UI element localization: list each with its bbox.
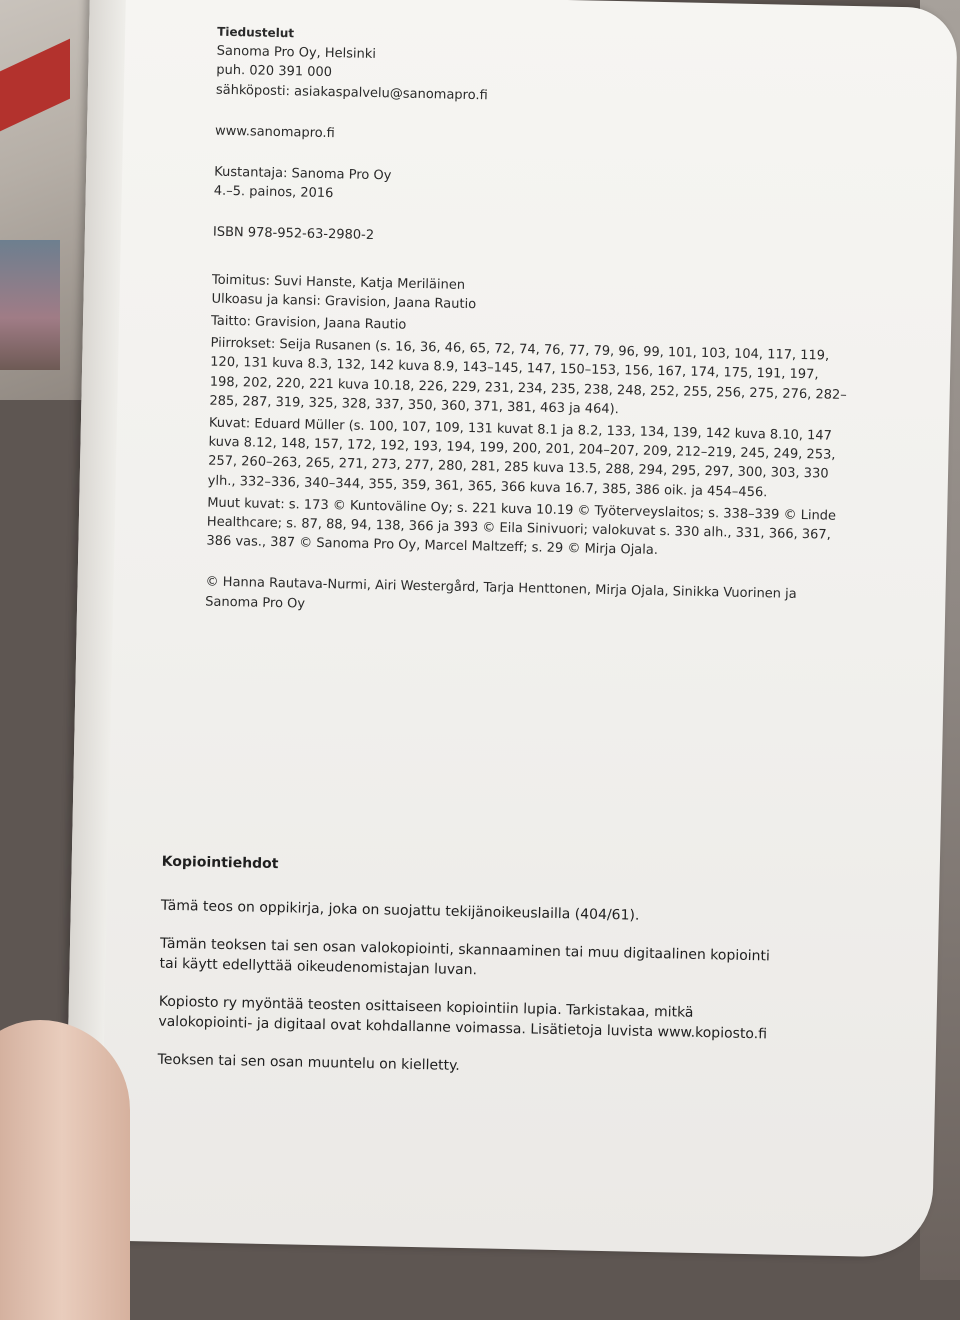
copying-paragraph-3: Kopiosto ry myöntää teosten osittaiseen kopiointiin lupia. Tarkistakaa, mitkä valokopiointi- ja digitaal ovat kohdallanne voimassa. Lisätietoja luvista www.kopiosto.fi — [158, 993, 768, 1043]
edition-line: 4.–5. painos, 2016 — [213, 183, 334, 202]
isbn-line: ISBN 978-952-63-2980-2 — [212, 225, 375, 244]
copying-paragraph-4: Teoksen tai sen osan muuntelu on kielletty. — [157, 1051, 460, 1074]
copying-paragraph-1: Tämä teos on oppikirja, joka on suojattu tekijänoikeuslailla (404/61). — [160, 897, 640, 924]
contact-website: www.sanomapro.fi — [214, 123, 335, 141]
book-page — [64, 0, 958, 1258]
thumb — [0, 1020, 130, 1320]
copyright-line: © Hanna Rautava-Nurmi, Airi Westergård, Tarja Henttonen, Mirja Ojala, Sinikka Vuorinen ja Sanoma Pro Oy — [205, 575, 797, 612]
contact-phone: puh. 020 391 000 — [216, 63, 333, 81]
copying-heading: Kopiointiehdot — [161, 853, 279, 873]
publisher-line: Kustantaja: Sanoma Pro Oy — [214, 164, 392, 184]
layout-cover-line: Ulkoasu ja kansi: Gravision, Jaana Rautio — [211, 291, 477, 312]
editors-line: Toimitus: Suvi Hanste, Katja Meriläinen — [211, 272, 466, 293]
other-images-credit: Muut kuvat: s. 173 © Kuntoväline Oy; s. 221 kuva 10.19 © Työterveyslaitos; s. 338–339 © Linde Healthcare; s. 87, 88, 94, 138, 366 ja 393 © Eila Sinivuori; valokuvat s. 330 alh., 331, 366, 367, 386 vas., 387 © Sanoma Pro Oy, Marcel Maltzeff; s. 29 © Mirja Ojala. — [206, 495, 837, 559]
background-photo — [0, 240, 60, 370]
contact-heading: Tiedustelut — [217, 24, 295, 41]
drawings-credit: Piirrokset: Seija Rusanen (s. 16, 36, 46, 65, 72, 74, 76, 77, 79, 96, 99, 101, 103, 104, 117, 119, 120, 131 kuva 8.3, 132, 142 kuva 8.9, 143–145, 147, 150–153, 156, 167, 174, 175, 191, 197, 198, 202, 220, 221 kuva 10.18, 226, 229, 231, 234, 235, 238, 248, 252, 255, 256, 275, 276, 282–285, 287, 319, 325, 328, 337, 350, 360, 371, 381, 463 ja 464). — [209, 335, 847, 418]
images-credit: Kuvat: Eduard Müller (s. 100, 107, 109, 131 kuvat 8.1 ja 8.2, 133, 134, 139, 142 kuva 8.10, 147 kuva 8.12, 148, 157, 172, 192, 193, 194, 199, 200, 201, 204–207, 209, 212–219, 245, 249, 253, 257, 260–263, 265, 271, 273, 277, 280, 281, 285 kuva 13.5, 288, 294, 295, 297, 300, 303, 330 ylh., 332–336, 340–344, 355, 359, 361, 365, 366 kuva 16.7, 385, 386 oik. ja 454–456. — [207, 415, 836, 500]
contact-email: sähköposti: asiakaspalvelu@sanomapro.fi — [215, 82, 488, 103]
copying-paragraph-2: Tämän teoksen tai sen osan valokopiointi, skannaaminen tai muu digitaalinen kopiointi tai käytt edellyttää oikeudenomistajan luvan. — [159, 935, 771, 979]
typesetting-line: Taitto: Gravision, Jaana Rautio — [210, 313, 407, 333]
imprint-block — [205, 23, 857, 625]
contact-company: Sanoma Pro Oy, Helsinki — [216, 43, 377, 63]
copying-terms-block — [157, 852, 782, 1101]
